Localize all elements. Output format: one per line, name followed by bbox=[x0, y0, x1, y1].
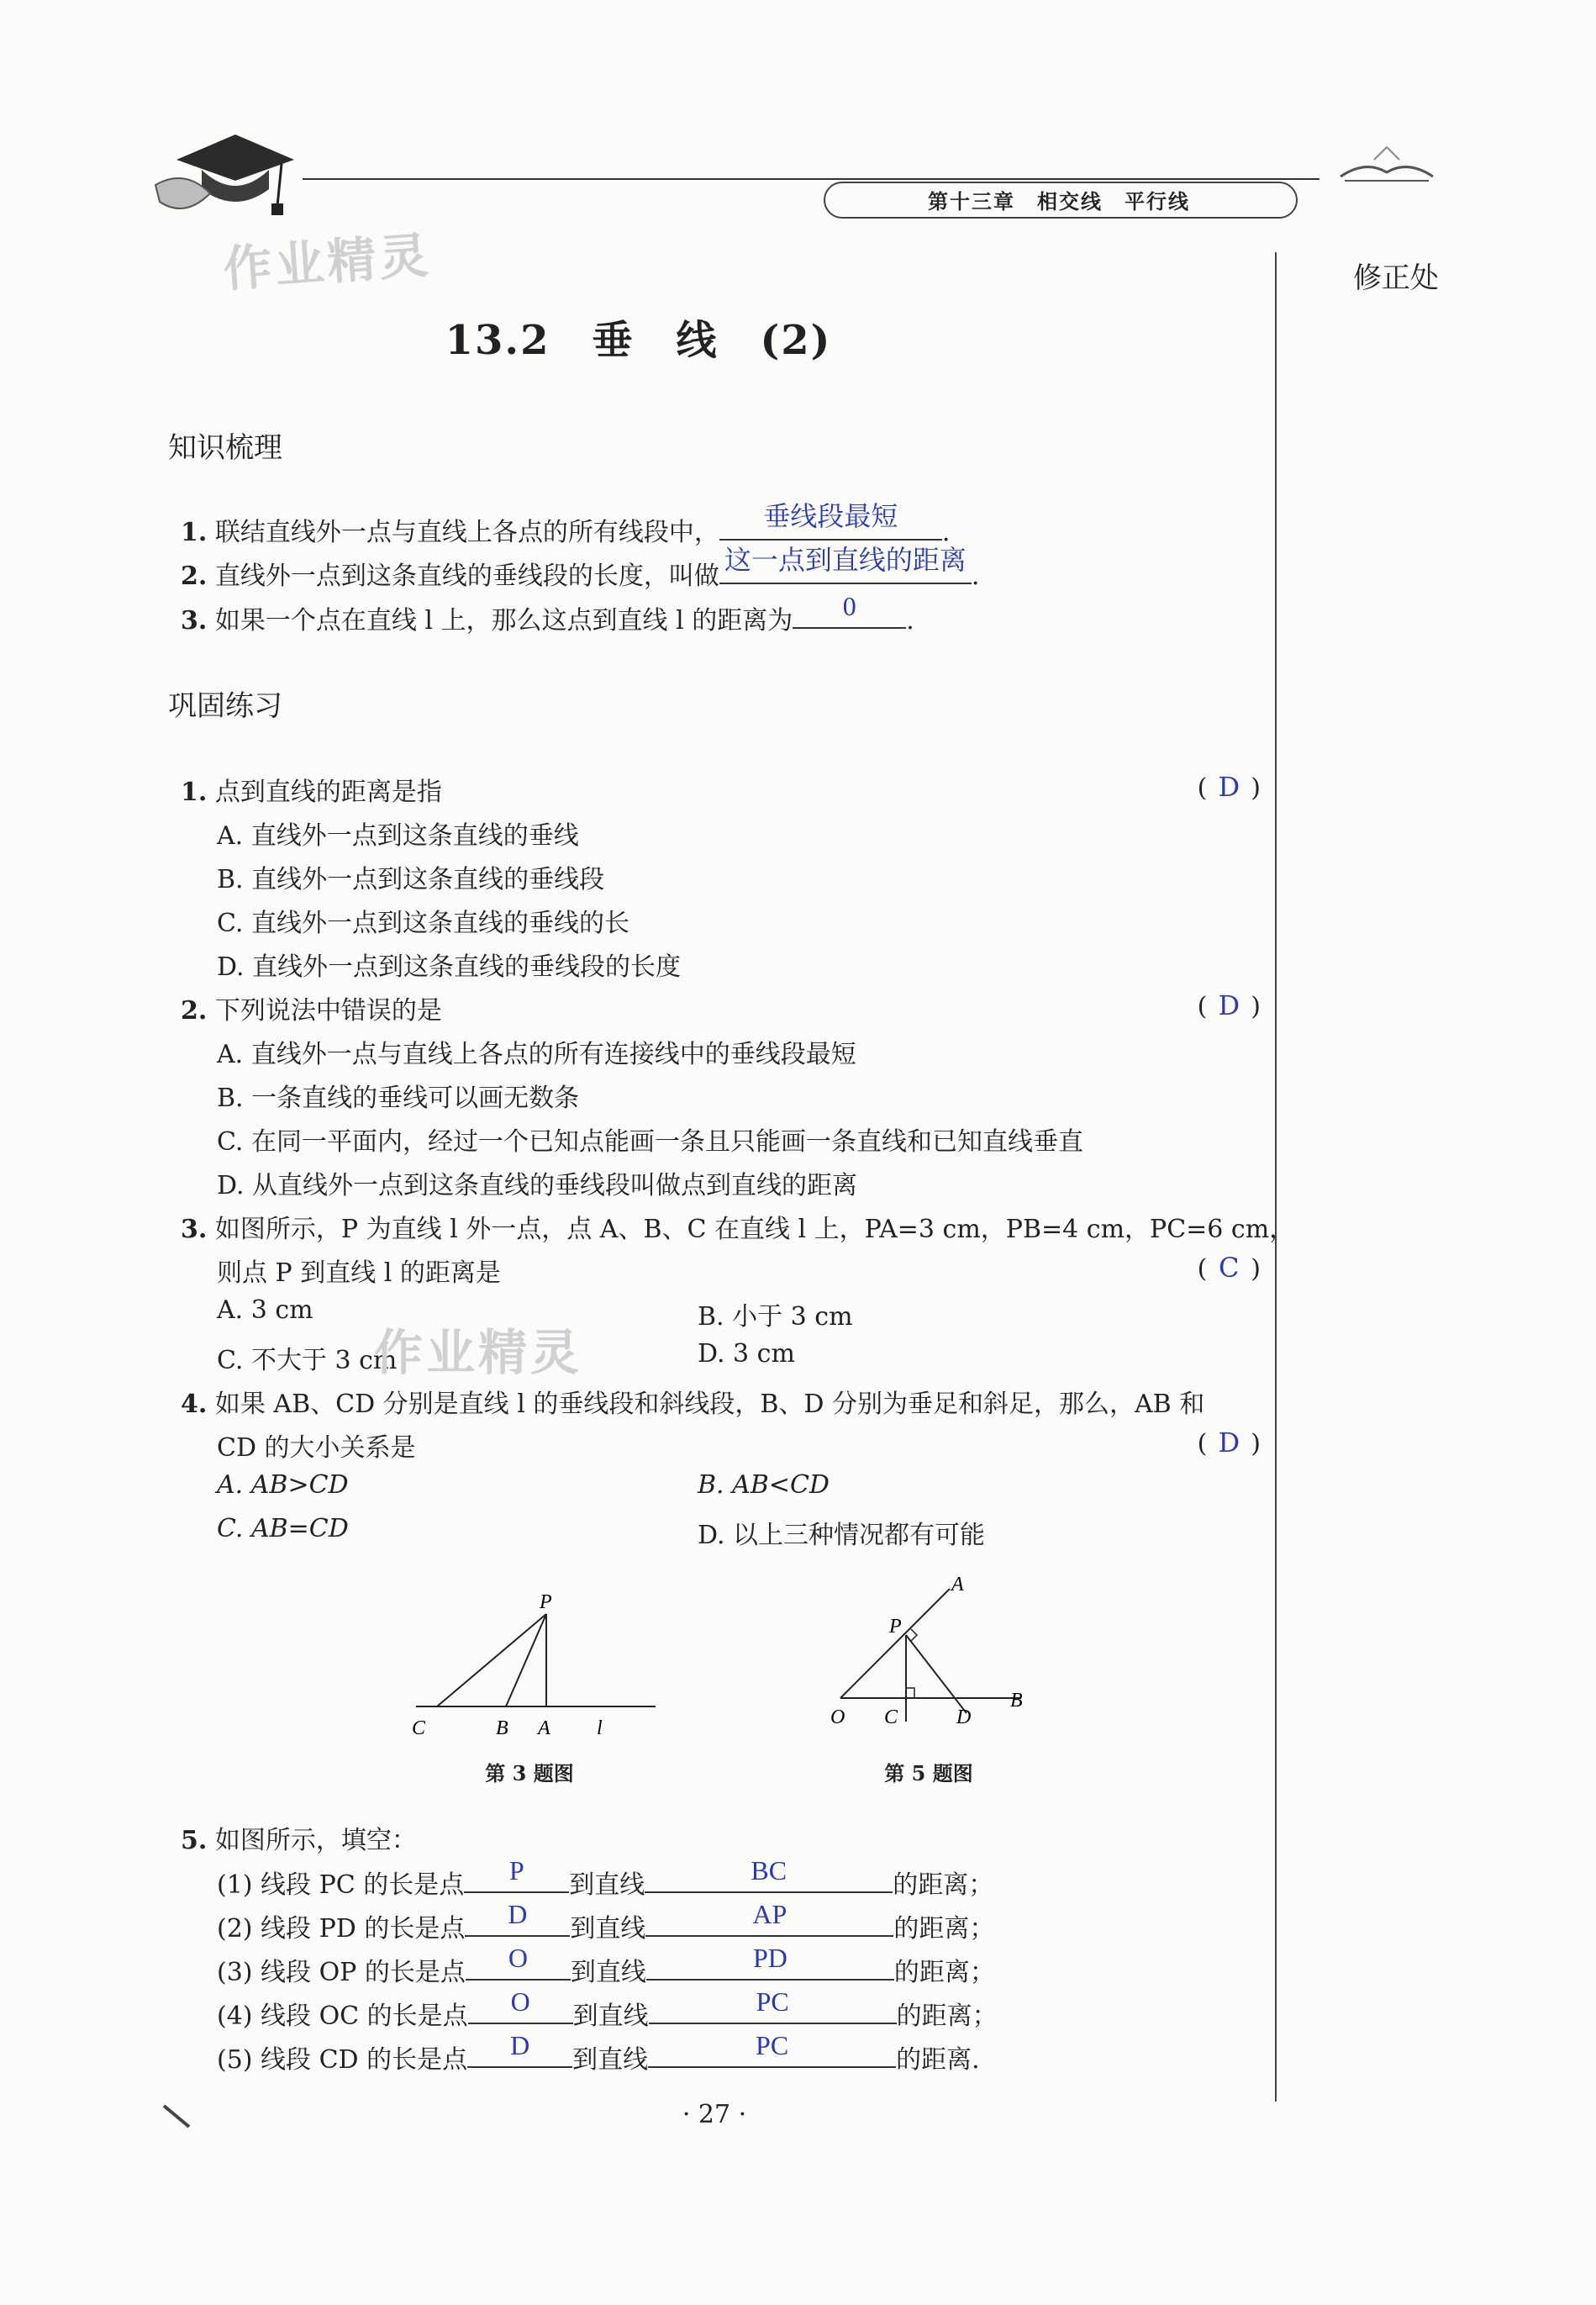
answer-blank[interactable]: 这一点到直线的距离 bbox=[724, 545, 967, 575]
q2-option-a: A. 直线外一点与直线上各点的所有连接线中的垂线段最短 bbox=[217, 1040, 856, 1069]
graduation-cap-icon bbox=[151, 126, 303, 227]
open-book-icon bbox=[1336, 143, 1437, 185]
q5-row-5: (5) 线段 CD 的长是点 D 到直线 PC 的距离. bbox=[217, 2030, 980, 2075]
fig5-label-c: C bbox=[884, 1706, 898, 1728]
fig5-label-p: P bbox=[889, 1616, 902, 1638]
answer-blank[interactable]: O bbox=[508, 1943, 528, 1973]
answer-blank[interactable]: P bbox=[508, 1855, 524, 1886]
question-3-cont: 则点 P 到直线 l 的距离是 ( C ) bbox=[217, 1252, 1261, 1288]
watermark-2: 作业精灵 bbox=[374, 1324, 583, 1381]
answer-blank[interactable]: PC bbox=[756, 1986, 789, 2017]
fig3-label-p: P bbox=[540, 1591, 552, 1613]
answer-choice-1: ( D ) bbox=[1197, 771, 1261, 803]
answer-blank[interactable]: PC bbox=[756, 2030, 789, 2060]
question-4: 4. 如果 AB、CD 分别是直线 l 的垂线段和斜线段，B、D 分别为垂足和斜足，那么，AB 和 bbox=[181, 1390, 1205, 1419]
figure-5-caption: 第 5 题图 bbox=[884, 1761, 973, 1785]
answer-blank[interactable]: D bbox=[510, 2030, 530, 2060]
q5-row-1: (1) 线段 PC 的长是点 P 到直线 BC 的距离； bbox=[217, 1855, 994, 1900]
answer-blank[interactable]: 0 bbox=[842, 591, 856, 621]
q1-option-b: B. 直线外一点到这条直线的垂线段 bbox=[217, 865, 605, 894]
q2-option-b: B. 一条直线的垂线可以画无数条 bbox=[217, 1084, 580, 1113]
fig3-label-b: B bbox=[496, 1717, 508, 1739]
fig3-label-l: l bbox=[597, 1717, 603, 1739]
watermark: 作业精灵 bbox=[221, 226, 434, 298]
question-2: 2. 下列说法中错误的是 ( D ) bbox=[181, 989, 1261, 1026]
q1-option-d: D. 直线外一点到这条直线的垂线段的长度 bbox=[217, 952, 682, 982]
header-rule bbox=[303, 178, 1319, 180]
answer-blank[interactable]: PD bbox=[752, 1943, 787, 1973]
question-1: 1. 点到直线的距离是指 ( D ) bbox=[181, 771, 1261, 807]
section-heading-knowledge: 知识梳理 bbox=[168, 431, 282, 465]
answer-blank[interactable]: BC bbox=[751, 1855, 787, 1886]
fig3-label-c: C bbox=[412, 1717, 426, 1739]
q1-option-c: C. 直线外一点到这条直线的垂线的长 bbox=[217, 909, 629, 938]
answer-choice-2: ( D ) bbox=[1197, 989, 1261, 1021]
answer-blank[interactable]: 垂线段最短 bbox=[763, 501, 898, 531]
q4-option-c: C. AB=CD bbox=[217, 1514, 349, 1543]
knowledge-item-3: 3. 如果一个点在直线 l 上，那么这点到直线 l 的距离为 0 . bbox=[181, 591, 914, 636]
answer-blank[interactable]: O bbox=[510, 1986, 530, 2017]
q3-option-c: C. 不大于 3 cm bbox=[217, 1346, 398, 1375]
q5-row-2: (2) 线段 PD 的长是点 D 到直线 AP 的距离； bbox=[217, 1899, 995, 1944]
q2-option-d: D. 从直线外一点到这条直线的垂线段叫做点到直线的距离 bbox=[217, 1171, 858, 1200]
q3-option-d: D. 3 cm bbox=[698, 1339, 795, 1369]
fig5-label-b: B bbox=[1010, 1690, 1023, 1712]
answer-choice-4: ( D ) bbox=[1197, 1427, 1261, 1458]
question-4-cont: CD 的大小关系是 ( D ) bbox=[217, 1427, 1261, 1463]
fig5-label-o: O bbox=[830, 1706, 845, 1728]
q4-option-b: B. AB<CD bbox=[698, 1470, 830, 1500]
chapter-label: 第十三章 相交线 平行线 bbox=[928, 190, 1190, 214]
margin-rule bbox=[1275, 252, 1277, 2102]
figure-3 bbox=[403, 1585, 672, 1744]
question-3: 3. 如图所示，P 为直线 l 外一点，点 A、B、C 在直线 l 上，PA=3 cm，PB=4 cm，PC=6 cm， bbox=[181, 1215, 1295, 1244]
fig5-label-a: A bbox=[951, 1574, 964, 1596]
q5-row-4: (4) 线段 OC 的长是点 O 到直线 PC 的距离； bbox=[217, 1986, 998, 2031]
section-heading-practice: 巩固练习 bbox=[168, 689, 282, 723]
q4-option-a: A. AB>CD bbox=[217, 1470, 349, 1500]
fig5-label-d: D bbox=[956, 1706, 972, 1728]
q3-option-a: A. 3 cm bbox=[217, 1295, 313, 1325]
figure-5 bbox=[815, 1572, 1042, 1740]
q4-option-d: D. 以上三种情况都有可能 bbox=[698, 1521, 986, 1550]
answer-choice-3: ( C ) bbox=[1197, 1252, 1261, 1284]
q3-option-b: B. 小于 3 cm bbox=[698, 1302, 853, 1332]
figure-3-caption: 第 3 题图 bbox=[485, 1761, 574, 1785]
correction-label: 修正处 bbox=[1353, 261, 1439, 295]
answer-blank[interactable]: AP bbox=[752, 1899, 787, 1929]
q1-option-a: A. 直线外一点到这条直线的垂线 bbox=[217, 821, 579, 851]
page-number: · 27 · bbox=[682, 2100, 747, 2129]
knowledge-item-2: 2. 直线外一点到这条直线的垂线段的长度，叫做 这一点到直线的距离 . bbox=[181, 554, 979, 592]
q5-row-3: (3) 线段 OP 的长是点 O 到直线 PD 的距离； bbox=[217, 1943, 995, 1987]
question-5: 5. 如图所示，填空： bbox=[181, 1826, 417, 1855]
fig3-label-a: A bbox=[538, 1717, 550, 1739]
page-title: 13.2 垂 线 (2) bbox=[445, 317, 832, 364]
answer-blank[interactable]: D bbox=[508, 1899, 528, 1929]
knowledge-item-1: 1. 联结直线外一点与直线上各点的所有线段中， 垂线段最短 . bbox=[181, 510, 950, 548]
q2-option-c: C. 在同一平面内，经过一个已知点能画一条且只能画一条直线和已知直线垂直 bbox=[217, 1127, 1083, 1157]
